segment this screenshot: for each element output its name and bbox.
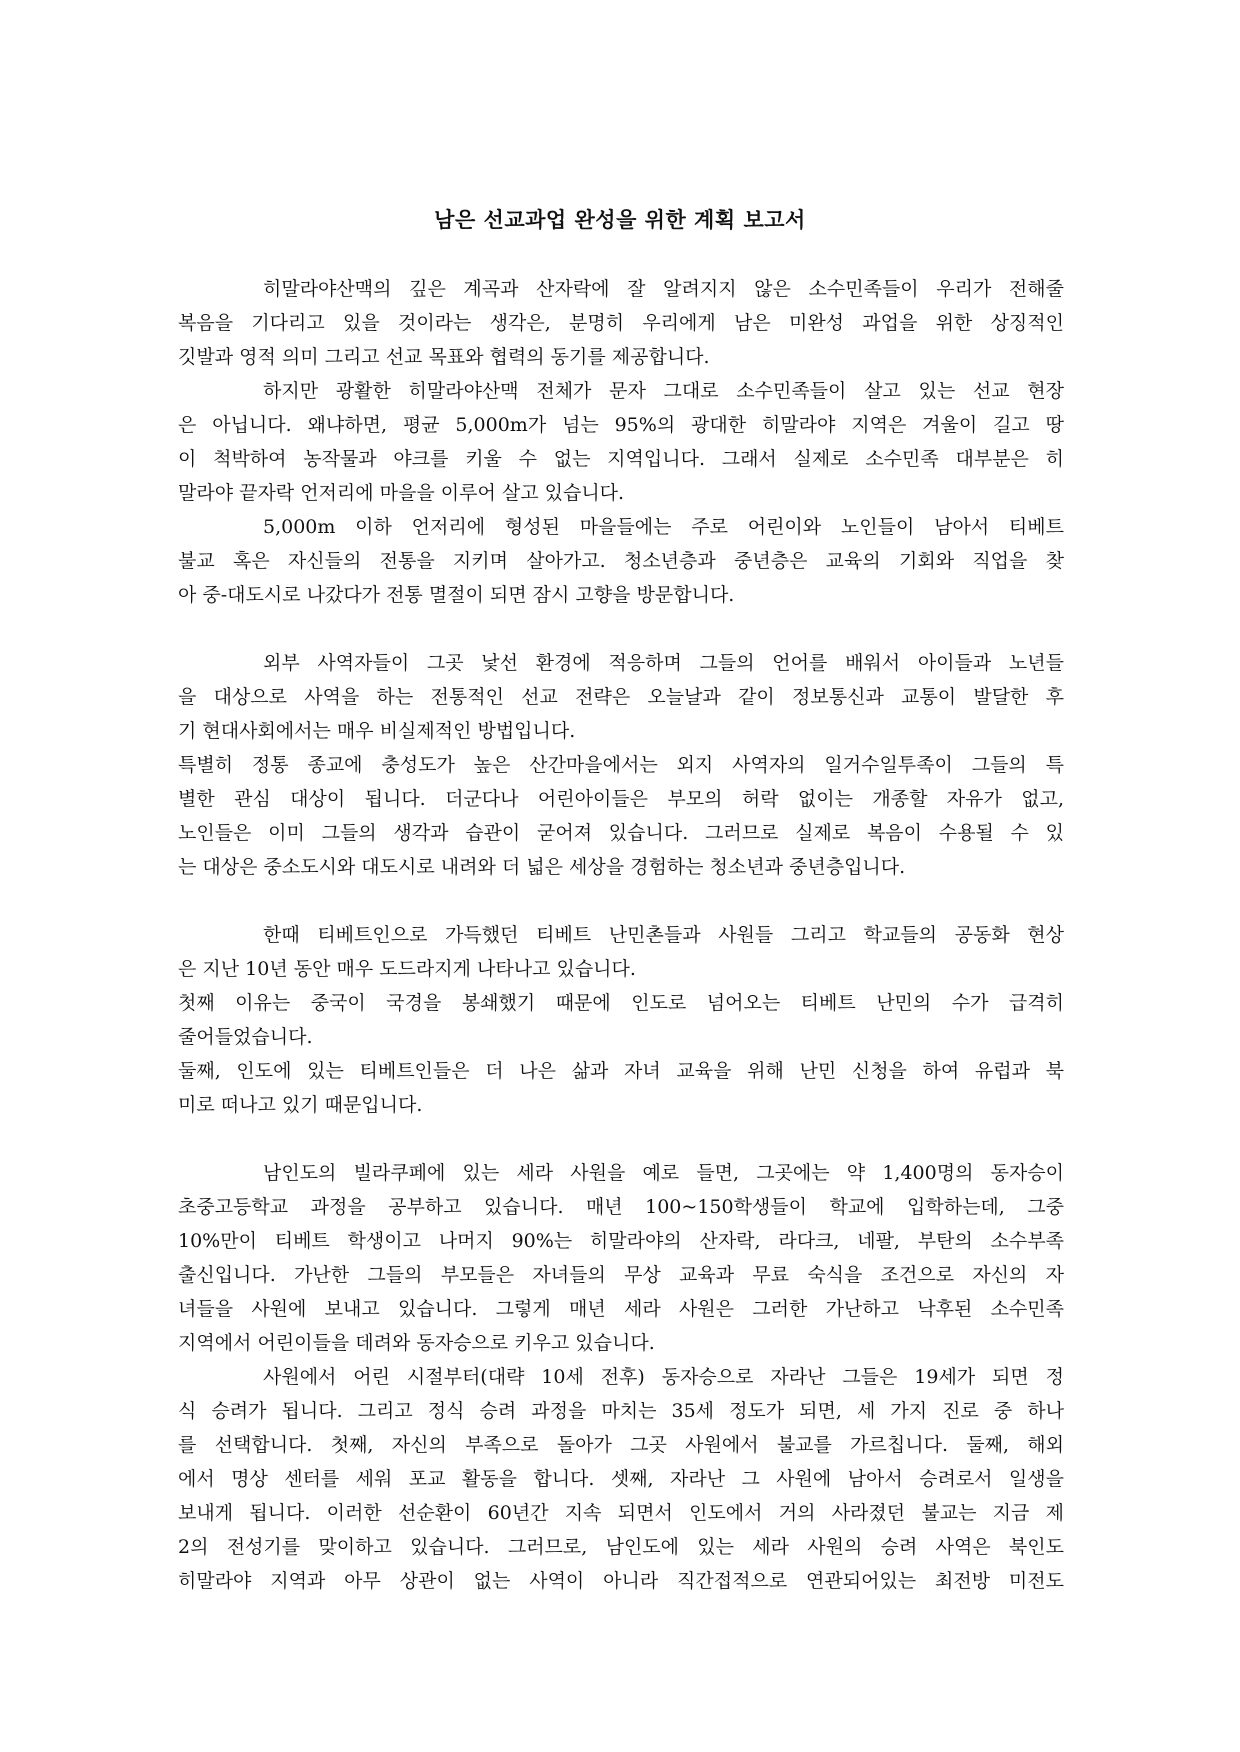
text-line: 이 척박하여 농작물과 야크를 키울 수 없는 지역입니다. 그래서 실제로 소수민족 대부분은 히 — [178, 448, 1064, 470]
text-line: 식 승려가 됩니다. 그리고 정식 승려 과정을 마치는 35세 정도가 되면, 세 가지 진로 중 하나 — [178, 1400, 1064, 1422]
text-line: 초중고등학교 과정을 공부하고 있습니다. 매년 100~150학생들이 학교에 입학하는데, 그중 — [178, 1196, 1064, 1218]
text-line: 2의 전성기를 맞이하고 있습니다. 그러므로, 남인도에 있는 세라 사원의 승려 사역은 북인도 — [178, 1536, 1064, 1558]
text-line: 별한 관심 대상이 됩니다. 더군다나 어린아이들은 부모의 허락 없이는 개종할 자유가 없고, — [178, 788, 1064, 810]
text-line: 복음을 기다리고 있을 것이라는 생각은, 분명히 우리에게 남은 미완성 과업을 위한 상징적인 — [178, 312, 1064, 334]
text-line: 은 지난 10년 동안 매우 도드라지게 나타나고 있습니다. — [178, 958, 636, 980]
paragraph-spacer — [178, 1122, 1064, 1156]
text-line: 노인들은 이미 그들의 생각과 습관이 굳어져 있습니다. 그러므로 실제로 복음이 수용될 수 있 — [178, 822, 1064, 844]
text-line: 사원에서 어린 시절부터(대략 10세 전후) 동자승으로 자라난 그들은 19세가 되면 정 — [263, 1366, 1064, 1388]
text-line: 미로 떠나고 있기 때문입니다. — [178, 1094, 423, 1116]
text-line: 은 아닙니다. 왜냐하면, 평균 5,000m가 넘는 95%의 광대한 히말라야 지역은 겨울이 길고 땅 — [178, 414, 1064, 436]
text-line: 는 대상은 중소도시와 대도시로 내려와 더 넓은 세상을 경험하는 청소년과 중년층입니다. — [178, 856, 906, 878]
paragraph-spacer — [178, 884, 1064, 918]
text-line: 5,000m 이하 언저리에 형성된 마을들에는 주로 어린이와 노인들이 남아서 티베트 — [263, 516, 1064, 538]
text-line: 지역에서 어린이들을 데려와 동자승으로 키우고 있습니다. — [178, 1332, 655, 1354]
text-line: 를 선택합니다. 첫째, 자신의 부족으로 돌아가 그곳 사원에서 불교를 가르칩니다. 둘째, 해외 — [178, 1434, 1064, 1456]
text-line: 10%만이 티베트 학생이고 나머지 90%는 히말라야의 산자락, 라다크, 네팔, 부탄의 소수부족 — [178, 1230, 1064, 1252]
text-line: 한때 티베트인으로 가득했던 티베트 난민촌들과 사원들 그리고 학교들의 공동화 현상 — [263, 924, 1064, 946]
text-line: 깃발과 영적 의미 그리고 선교 목표와 협력의 동기를 제공합니다. — [178, 346, 710, 368]
text-line: 외부 사역자들이 그곳 낯선 환경에 적응하며 그들의 언어를 배워서 아이들과 노년들 — [263, 652, 1064, 674]
text-line: 불교 혹은 자신들의 전통을 지키며 살아가고. 청소년층과 중년층은 교육의 기회와 직업을 찾 — [178, 550, 1064, 572]
text-line: 녀들을 사원에 보내고 있습니다. 그렇게 매년 세라 사원은 그러한 가난하고 낙후된 소수민족 — [178, 1298, 1064, 1320]
text-line: 히말라야 지역과 아무 상관이 없는 사역이 아니라 직간접적으로 연관되어있는 최전방 미전도 — [178, 1570, 1064, 1592]
text-line: 아 중-대도시로 나갔다가 전통 멸절이 되면 잠시 고향을 방문합니다. — [178, 584, 735, 606]
text-line: 히말라야산맥의 깊은 계곡과 산자락에 잘 알려지지 않은 소수민족들이 우리가 전해줄 — [263, 278, 1064, 300]
text-line: 하지만 광활한 히말라야산맥 전체가 문자 그대로 소수민족들이 살고 있는 선교 현장 — [263, 380, 1064, 402]
text-line: 출신입니다. 가난한 그들의 부모들은 자녀들의 무상 교육과 무료 숙식을 조건으로 자신의 자 — [178, 1264, 1064, 1286]
text-line: 말라야 끝자락 언저리에 마을을 이루어 살고 있습니다. — [178, 482, 625, 504]
text-line: 기 현대사회에서는 매우 비실제적인 방법입니다. — [178, 720, 576, 742]
text-line: 특별히 정통 종교에 충성도가 높은 산간마을에서는 외지 사역자의 일거수일투족이 그들의 특 — [178, 754, 1064, 776]
document-title: 남은 선교과업 완성을 위한 계획 보고서 — [434, 207, 806, 232]
text-line: 에서 명상 센터를 세워 포교 활동을 합니다. 셋째, 자라난 그 사원에 남아서 승려로서 일생을 — [178, 1468, 1064, 1490]
text-line: 을 대상으로 사역을 하는 전통적인 선교 전략은 오늘날과 같이 정보통신과 교통이 발달한 후 — [178, 686, 1064, 708]
paragraph-spacer — [178, 612, 1064, 646]
document-body — [178, 272, 1064, 1598]
text-line: 줄어들었습니다. — [178, 1026, 313, 1048]
text-line: 보내게 됩니다. 이러한 선순환이 60년간 지속 되면서 인도에서 거의 사라졌던 불교는 지금 제 — [178, 1502, 1064, 1524]
text-line: 첫째 이유는 중국이 국경을 봉쇄했기 때문에 인도로 넘어오는 티베트 난민의 수가 급격히 — [178, 992, 1064, 1014]
text-line: 남인도의 빌라쿠페에 있는 세라 사원을 예로 들면, 그곳에는 약 1,400명의 동자승이 — [263, 1162, 1064, 1184]
text-line: 둘째, 인도에 있는 티베트인들은 더 나은 삶과 자녀 교육을 위해 난민 신청을 하여 유럽과 북 — [178, 1060, 1064, 1082]
